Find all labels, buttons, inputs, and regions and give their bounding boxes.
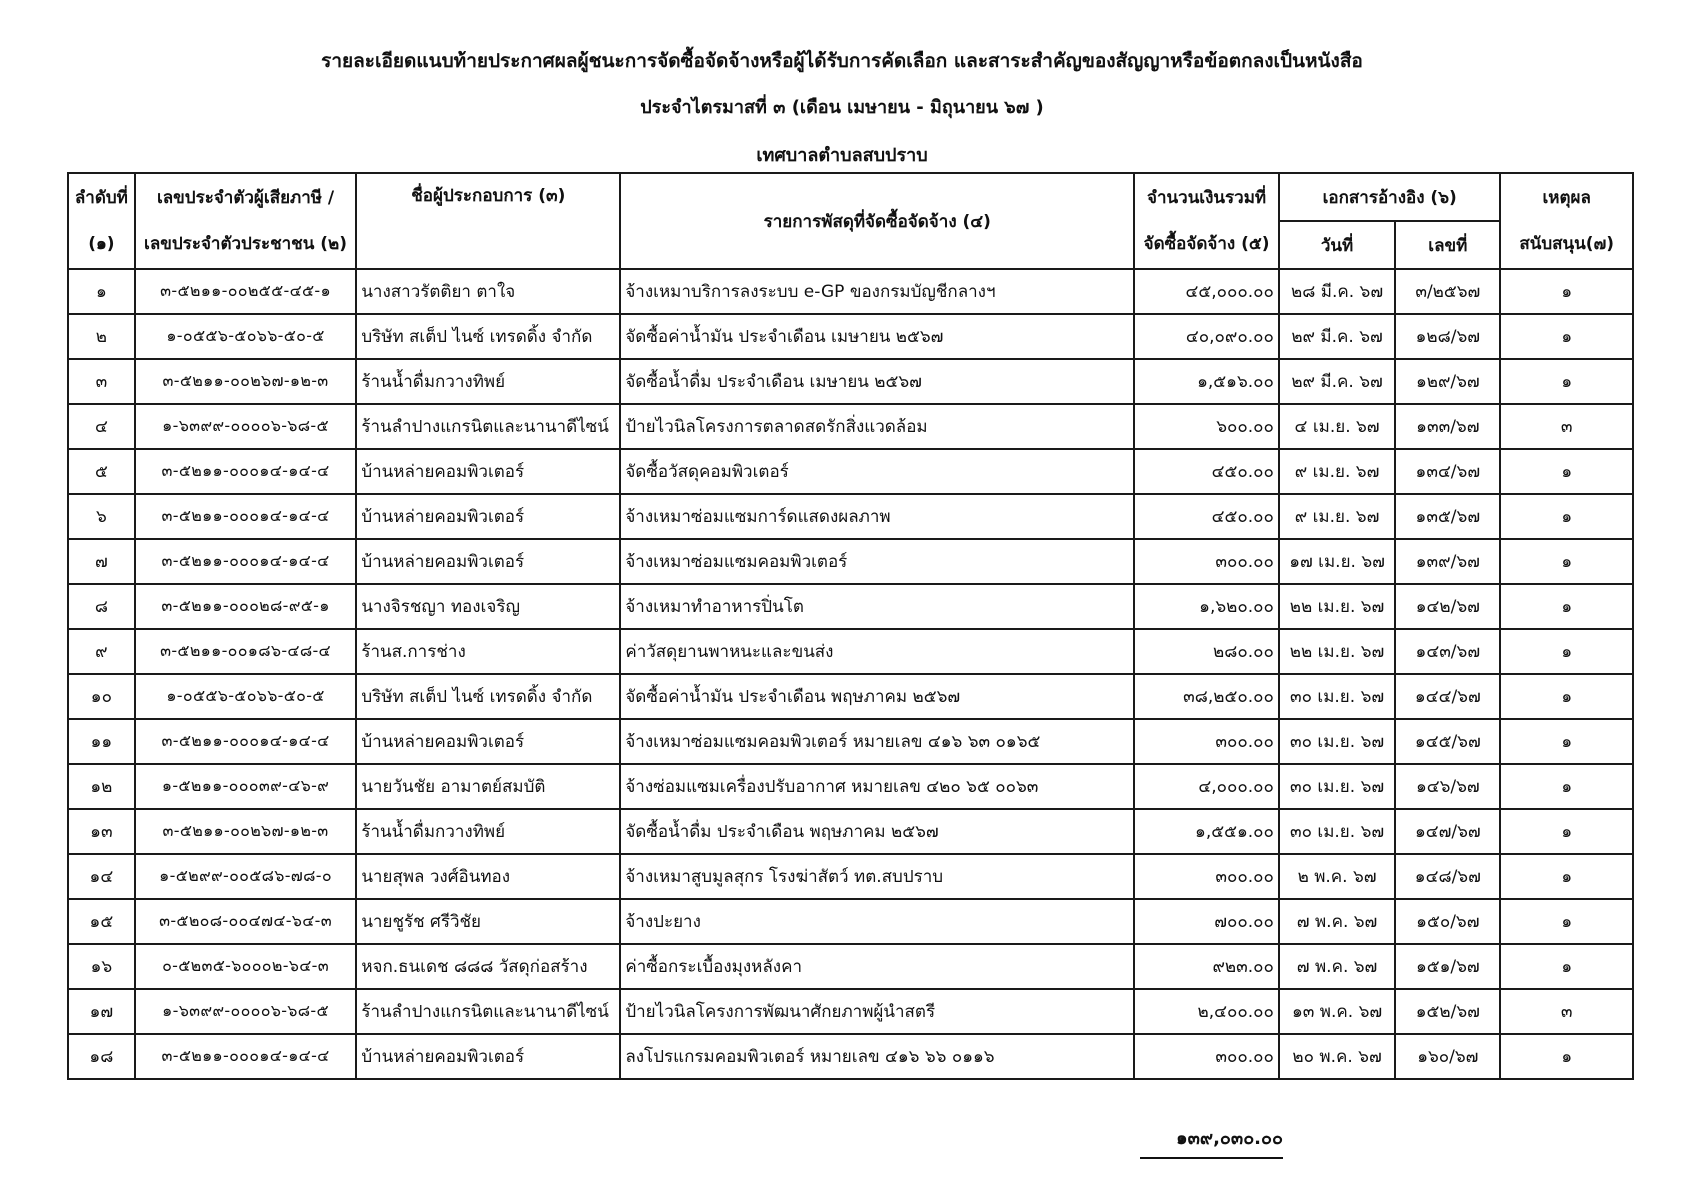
cell-ref-no: ๑๔๓/๖๗ bbox=[1395, 629, 1500, 674]
cell-vendor: นายสุพล วงศ์อินทอง bbox=[356, 854, 620, 899]
cell-tax-id: ๓-๕๒๑๑-๐๐๒๖๗-๑๒-๓ bbox=[135, 809, 357, 854]
col-header-item bbox=[620, 173, 1134, 269]
cell-no: ๔ bbox=[68, 404, 135, 449]
cell-item: ลงโปรแกรมคอมพิวเตอร์ หมายเลข ๔๑๖ ๖๖ ๐๑๑๖ bbox=[620, 1034, 1134, 1079]
table-row bbox=[68, 719, 1633, 764]
cell-tax-id: ๓-๕๒๑๑-๐๐๒๕๕-๔๕-๑ bbox=[135, 269, 357, 314]
cell-tax-id: ๓-๕๒๑๑-๐๐๐๑๔-๑๔-๔ bbox=[135, 719, 357, 764]
cell-item: จ้างปะยาง bbox=[620, 899, 1134, 944]
cell-reason: ๑ bbox=[1500, 899, 1633, 944]
col-header-reason-line2: สนับสนุน(๗) bbox=[1519, 234, 1615, 254]
organization-name: เทศบาลตำบลสบปราบ bbox=[756, 145, 928, 166]
cell-item: จ้างเหมาสูบมูลสุกร โรงฆ่าสัตว์ ทต.สบปราบ bbox=[620, 854, 1134, 899]
cell-ref-date: ๙ เม.ย. ๖๗ bbox=[1279, 449, 1395, 494]
cell-reason: ๓ bbox=[1500, 989, 1633, 1034]
cell-ref-date: ๓๐ เม.ย. ๖๗ bbox=[1279, 764, 1395, 809]
cell-vendor: บริษัท สเต็ป ไนซ์ เทรดดิ้ง จำกัด bbox=[356, 674, 620, 719]
cell-tax-id: ๑-๐๕๕๖-๕๐๖๖-๕๐-๕ bbox=[135, 314, 357, 359]
cell-ref-no: ๑๕๐/๖๗ bbox=[1395, 899, 1500, 944]
cell-vendor: ร้านลำปางแกรนิตและนานาดีไซน์ bbox=[356, 404, 620, 449]
cell-reason: ๑ bbox=[1500, 1034, 1633, 1079]
grand-total-underline bbox=[1140, 1157, 1283, 1159]
cell-amount: ๑,๕๕๑.๐๐ bbox=[1134, 809, 1279, 854]
cell-tax-id: ๑-๖๓๙๙-๐๐๐๐๖-๖๘-๕ bbox=[135, 404, 357, 449]
cell-vendor: บ้านหล่ายคอมพิวเตอร์ bbox=[356, 719, 620, 764]
col-header-amount-line1: จำนวนเงินรวมที่ bbox=[1147, 188, 1267, 208]
table-row bbox=[68, 854, 1633, 899]
cell-reason: ๑ bbox=[1500, 674, 1633, 719]
cell-vendor: นางจิรชญา ทองเจริญ bbox=[356, 584, 620, 629]
cell-amount: ๓๐๐.๐๐ bbox=[1134, 854, 1279, 899]
cell-ref-date: ๓๐ เม.ย. ๖๗ bbox=[1279, 674, 1395, 719]
cell-ref-date: ๒๙ มี.ค. ๖๗ bbox=[1279, 359, 1395, 404]
cell-reason: ๑ bbox=[1500, 269, 1633, 314]
cell-tax-id: ๓-๕๒๑๑-๐๐๐๑๔-๑๔-๔ bbox=[135, 449, 357, 494]
col-header-vendor bbox=[356, 173, 620, 269]
cell-no: ๕ bbox=[68, 449, 135, 494]
cell-ref-no: ๑๓๓/๖๗ bbox=[1395, 404, 1500, 449]
cell-reason: ๑ bbox=[1500, 584, 1633, 629]
cell-ref-date: ๒๒ เม.ย. ๖๗ bbox=[1279, 584, 1395, 629]
cell-amount: ๔,๐๐๐.๐๐ bbox=[1134, 764, 1279, 809]
cell-tax-id: ๑-๐๕๕๖-๕๐๖๖-๕๐-๕ bbox=[135, 674, 357, 719]
cell-ref-no: ๑๒๘/๖๗ bbox=[1395, 314, 1500, 359]
col-header-ref-no: เลขที่ bbox=[1395, 221, 1500, 269]
cell-ref-no: ๑๔๗/๖๗ bbox=[1395, 809, 1500, 854]
cell-ref-date: ๒๐ พ.ค. ๖๗ bbox=[1279, 1034, 1395, 1079]
document-period: ประจำไตรมาสที่ ๓ (เดือน เมษายน - มิถุนายน ๖๗ ) bbox=[640, 97, 1044, 118]
cell-reason: ๑ bbox=[1500, 764, 1633, 809]
cell-vendor: นายวันชัย อามาตย์สมบัติ bbox=[356, 764, 620, 809]
cell-vendor: นายชูรัช ศรีวิชัย bbox=[356, 899, 620, 944]
table-row bbox=[68, 989, 1633, 1034]
table-row bbox=[68, 539, 1633, 584]
cell-vendor: บ้านหล่ายคอมพิวเตอร์ bbox=[356, 494, 620, 539]
cell-ref-date: ๑๓ พ.ค. ๖๗ bbox=[1279, 989, 1395, 1034]
cell-ref-date: ๒๙ มี.ค. ๖๗ bbox=[1279, 314, 1395, 359]
cell-amount: ๖๐๐.๐๐ bbox=[1134, 404, 1279, 449]
col-header-reason bbox=[1500, 173, 1633, 269]
cell-item: ค่าซื้อกระเบื้องมุงหลังคา bbox=[620, 944, 1134, 989]
cell-vendor: บริษัท สเต็ป ไนซ์ เทรดดิ้ง จำกัด bbox=[356, 314, 620, 359]
cell-ref-no: ๑๕๒/๖๗ bbox=[1395, 989, 1500, 1034]
cell-no: ๖ bbox=[68, 494, 135, 539]
table-row bbox=[68, 674, 1633, 719]
cell-amount: ๑,๖๒๐.๐๐ bbox=[1134, 584, 1279, 629]
cell-ref-no: ๓/๒๕๖๗ bbox=[1395, 269, 1500, 314]
col-header-reason-line1: เหตุผล bbox=[1542, 188, 1591, 208]
cell-ref-no: ๑๓๕/๖๗ bbox=[1395, 494, 1500, 539]
cell-ref-date: ๓๐ เม.ย. ๖๗ bbox=[1279, 809, 1395, 854]
table-row bbox=[68, 314, 1633, 359]
cell-item: จ้างเหมาซ่อมแซมการ์ดแสดงผลภาพ bbox=[620, 494, 1134, 539]
cell-ref-date: ๙ เม.ย. ๖๗ bbox=[1279, 494, 1395, 539]
cell-reason: ๑ bbox=[1500, 854, 1633, 899]
cell-vendor: ร้านส.การช่าง bbox=[356, 629, 620, 674]
cell-amount: ๓๘,๒๕๐.๐๐ bbox=[1134, 674, 1279, 719]
cell-ref-no: ๑๕๑/๖๗ bbox=[1395, 944, 1500, 989]
cell-no: ๑๕ bbox=[68, 899, 135, 944]
cell-item: ค่าวัสดุยานพาหนะและขนส่ง bbox=[620, 629, 1134, 674]
cell-no: ๗ bbox=[68, 539, 135, 584]
cell-tax-id: ๓-๕๒๑๑-๐๐๒๖๗-๑๒-๓ bbox=[135, 359, 357, 404]
cell-ref-no: ๑๔๖/๖๗ bbox=[1395, 764, 1500, 809]
cell-tax-id: ๓-๕๒๑๑-๐๐๐๑๔-๑๔-๔ bbox=[135, 539, 357, 584]
cell-no: ๑๒ bbox=[68, 764, 135, 809]
cell-amount: ๔๕๐.๐๐ bbox=[1134, 449, 1279, 494]
col-header-tax-line1: เลขประจำตัวผู้เสียภาษี / bbox=[156, 188, 335, 208]
cell-vendor: บ้านหล่ายคอมพิวเตอร์ bbox=[356, 1034, 620, 1079]
document-title: รายละเอียดแนบท้ายประกาศผลผู้ชนะการจัดซื้อจัดจ้างหรือผู้ได้รับการคัดเลือก และสาระสำคัญของสัญญาหรือข้อตกลงเป็นหนังสือ bbox=[321, 50, 1363, 72]
cell-item: จ้างซ่อมแซมเครื่องปรับอากาศ หมายเลข ๔๒๐ ๖๕ ๐๐๖๓ bbox=[620, 764, 1134, 809]
cell-tax-id: ๓-๕๒๑๑-๐๐๐๒๘-๙๕-๑ bbox=[135, 584, 357, 629]
procurement-table bbox=[67, 172, 1634, 1080]
cell-no: ๑๖ bbox=[68, 944, 135, 989]
cell-reason: ๑ bbox=[1500, 539, 1633, 584]
cell-ref-no: ๑๓๙/๖๗ bbox=[1395, 539, 1500, 584]
cell-ref-no: ๑๖๐/๖๗ bbox=[1395, 1034, 1500, 1079]
cell-reason: ๑ bbox=[1500, 359, 1633, 404]
cell-ref-no: ๑๔๕/๖๗ bbox=[1395, 719, 1500, 764]
cell-tax-id: ๐-๕๒๓๕-๖๐๐๐๒-๖๔-๓ bbox=[135, 944, 357, 989]
cell-no: ๑๑ bbox=[68, 719, 135, 764]
cell-item: จ้างเหมาซ่อมแซมคอมพิวเตอร์ bbox=[620, 539, 1134, 584]
cell-reason: ๑ bbox=[1500, 719, 1633, 764]
col-header-amount-line2: จัดซื้อจัดจ้าง (๕) bbox=[1143, 234, 1270, 254]
cell-amount: ๔๕๐.๐๐ bbox=[1134, 494, 1279, 539]
cell-tax-id: ๑-๕๒๑๑-๐๐๐๓๙-๔๖-๙ bbox=[135, 764, 357, 809]
cell-vendor: ร้านน้ำดื่มกวางทิพย์ bbox=[356, 359, 620, 404]
cell-tax-id: ๓-๕๒๐๘-๐๐๔๗๔-๖๔-๓ bbox=[135, 899, 357, 944]
cell-reason: ๑ bbox=[1500, 809, 1633, 854]
cell-ref-date: ๒๘ มี.ค. ๖๗ bbox=[1279, 269, 1395, 314]
cell-tax-id: ๓-๕๒๑๑-๐๐๐๑๔-๑๔-๔ bbox=[135, 1034, 357, 1079]
cell-amount: ๒,๔๐๐.๐๐ bbox=[1134, 989, 1279, 1034]
col-header-amount bbox=[1134, 173, 1279, 269]
cell-no: ๒ bbox=[68, 314, 135, 359]
cell-ref-no: ๑๔๒/๖๗ bbox=[1395, 584, 1500, 629]
col-header-tax-id bbox=[135, 173, 357, 269]
cell-item: จัดซื้อน้ำดื่ม ประจำเดือน เมษายน ๒๕๖๗ bbox=[620, 359, 1134, 404]
table-row bbox=[68, 764, 1633, 809]
cell-amount: ๔๐,๐๙๐.๐๐ bbox=[1134, 314, 1279, 359]
cell-item: จัดซื้อค่าน้ำมัน ประจำเดือน พฤษภาคม ๒๕๖๗ bbox=[620, 674, 1134, 719]
table-row bbox=[68, 899, 1633, 944]
cell-reason: ๑ bbox=[1500, 629, 1633, 674]
cell-item: จัดซื้อค่าน้ำมัน ประจำเดือน เมษายน ๒๕๖๗ bbox=[620, 314, 1134, 359]
cell-ref-no: ๑๔๘/๖๗ bbox=[1395, 854, 1500, 899]
cell-vendor: ร้านลำปางแกรนิตและนานาดีไซน์ bbox=[356, 989, 620, 1034]
cell-ref-date: ๒ พ.ค. ๖๗ bbox=[1279, 854, 1395, 899]
cell-item: จัดซื้อน้ำดื่ม ประจำเดือน พฤษภาคม ๒๕๖๗ bbox=[620, 809, 1134, 854]
cell-ref-date: ๒๒ เม.ย. ๖๗ bbox=[1279, 629, 1395, 674]
cell-amount: ๗๐๐.๐๐ bbox=[1134, 899, 1279, 944]
cell-vendor: บ้านหล่ายคอมพิวเตอร์ bbox=[356, 449, 620, 494]
cell-ref-date: ๗ พ.ค. ๖๗ bbox=[1279, 899, 1395, 944]
col-header-ref-date: วันที่ bbox=[1279, 221, 1395, 269]
col-header-item-label: รายการพัสดุที่จัดซื้อจัดจ้าง (๔) bbox=[763, 211, 991, 232]
cell-ref-no: ๑๒๙/๖๗ bbox=[1395, 359, 1500, 404]
cell-ref-date: ๔ เม.ย. ๖๗ bbox=[1279, 404, 1395, 449]
table-row bbox=[68, 629, 1633, 674]
cell-ref-date: ๓๐ เม.ย. ๖๗ bbox=[1279, 719, 1395, 764]
cell-amount: ๒๘๐.๐๐ bbox=[1134, 629, 1279, 674]
cell-item: ป้ายไวนิลโครงการตลาดสดรักสิ่งแวดล้อม bbox=[620, 404, 1134, 449]
col-header-no-line1: ลำดับที่ bbox=[74, 188, 128, 208]
cell-vendor: หจก.ธนเดช ๘๘๘ วัสดุก่อสร้าง bbox=[356, 944, 620, 989]
cell-item: จัดซื้อวัสดุคอมพิวเตอร์ bbox=[620, 449, 1134, 494]
cell-reason: ๑ bbox=[1500, 314, 1633, 359]
cell-item: จ้างเหมาบริการลงระบบ e-GP ของกรมบัญชีกลางฯ bbox=[620, 269, 1134, 314]
cell-no: ๑๗ bbox=[68, 989, 135, 1034]
cell-no: ๑๘ bbox=[68, 1034, 135, 1079]
cell-vendor: นางสาวรัตติยา ตาใจ bbox=[356, 269, 620, 314]
cell-ref-date: ๗ พ.ค. ๖๗ bbox=[1279, 944, 1395, 989]
table-row bbox=[68, 494, 1633, 539]
col-header-no-line2: (๑) bbox=[88, 234, 115, 254]
cell-no: ๓ bbox=[68, 359, 135, 404]
cell-ref-no: ๑๔๔/๖๗ bbox=[1395, 674, 1500, 719]
col-header-tax-line2: เลขประจำตัวประชาชน (๒) bbox=[144, 234, 348, 254]
cell-amount: ๓๐๐.๐๐ bbox=[1134, 539, 1279, 584]
cell-tax-id: ๓-๕๒๑๑-๐๐๑๘๖-๔๘-๔ bbox=[135, 629, 357, 674]
cell-no: ๑๐ bbox=[68, 674, 135, 719]
table-row bbox=[68, 404, 1633, 449]
cell-vendor: ร้านน้ำดื่มกวางทิพย์ bbox=[356, 809, 620, 854]
cell-reason: ๑ bbox=[1500, 449, 1633, 494]
table-row bbox=[68, 1034, 1633, 1079]
cell-amount: ๓๐๐.๐๐ bbox=[1134, 1034, 1279, 1079]
cell-item: ป้ายไวนิลโครงการพัฒนาศักยภาพผู้นำสตรี bbox=[620, 989, 1134, 1034]
cell-tax-id: ๑-๖๓๙๙-๐๐๐๐๖-๖๘-๕ bbox=[135, 989, 357, 1034]
table-row bbox=[68, 809, 1633, 854]
table-row bbox=[68, 449, 1633, 494]
cell-amount: ๙๒๓.๐๐ bbox=[1134, 944, 1279, 989]
col-header-reference-label: เอกสารอ้างอิง (๖) bbox=[1322, 187, 1457, 208]
cell-tax-id: ๑-๕๒๙๙-๐๐๕๘๖-๗๘-๐ bbox=[135, 854, 357, 899]
table-row bbox=[68, 359, 1633, 404]
table-body bbox=[68, 269, 1633, 1079]
table-row bbox=[68, 944, 1633, 989]
cell-amount: ๔๕,๐๐๐.๐๐ bbox=[1134, 269, 1279, 314]
cell-ref-date: ๑๗ เม.ย. ๖๗ bbox=[1279, 539, 1395, 584]
table-row bbox=[68, 584, 1633, 629]
col-header-vendor-label: ชื่อผู้ประกอบการ (๓) bbox=[411, 186, 566, 206]
cell-reason: ๑ bbox=[1500, 944, 1633, 989]
cell-no: ๘ bbox=[68, 584, 135, 629]
cell-ref-no: ๑๓๔/๖๗ bbox=[1395, 449, 1500, 494]
cell-vendor: บ้านหล่ายคอมพิวเตอร์ bbox=[356, 539, 620, 584]
cell-no: ๙ bbox=[68, 629, 135, 674]
table-row bbox=[68, 269, 1633, 314]
cell-tax-id: ๓-๕๒๑๑-๐๐๐๑๔-๑๔-๔ bbox=[135, 494, 357, 539]
cell-reason: ๑ bbox=[1500, 494, 1633, 539]
col-header-reference bbox=[1279, 173, 1501, 221]
cell-no: ๑๔ bbox=[68, 854, 135, 899]
cell-item: จ้างเหมาซ่อมแซมคอมพิวเตอร์ หมายเลข ๔๑๖ ๖๓ ๐๑๖๕ bbox=[620, 719, 1134, 764]
cell-no: ๑ bbox=[68, 269, 135, 314]
table-header-row bbox=[68, 173, 1633, 221]
grand-total: ๑๓๙,๐๓๐.๐๐ bbox=[1176, 1128, 1283, 1149]
cell-no: ๑๓ bbox=[68, 809, 135, 854]
cell-reason: ๓ bbox=[1500, 404, 1633, 449]
cell-item: จ้างเหมาทำอาหารปิ่นโต bbox=[620, 584, 1134, 629]
cell-amount: ๓๐๐.๐๐ bbox=[1134, 719, 1279, 764]
col-header-no bbox=[68, 173, 135, 269]
cell-amount: ๑,๕๑๖.๐๐ bbox=[1134, 359, 1279, 404]
